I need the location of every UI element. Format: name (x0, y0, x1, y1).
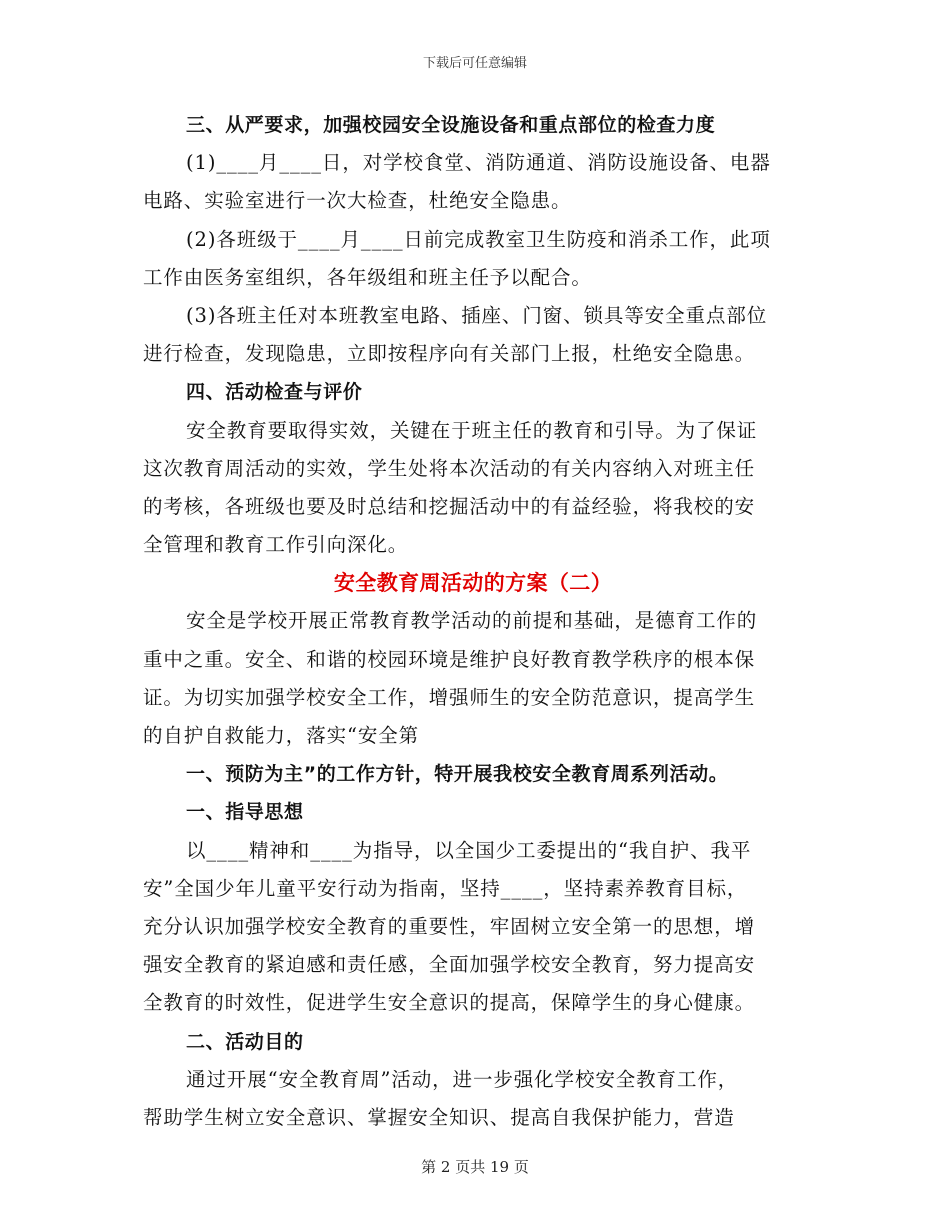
body-line: 全管理和教育工作引向深化。 (143, 533, 409, 557)
body-line: 这次教育周活动的实效，学生处将本次活动的有关内容纳入对班主任 (143, 456, 756, 480)
body-line: (2)各班级于____月____日前完成教室卫生防疫和消杀工作，此项 (186, 227, 771, 251)
body-line: 全教育的时效性，促进学生安全意识的提高，保障学生的身心健康。 (143, 991, 756, 1015)
body-line: 的考核，各班级也要及时总结和挖掘活动中的有益经验，将我校的安 (143, 494, 756, 518)
section-heading: 三、从严要求，加强校园安全设施设备和重点部位的检查力度 (186, 114, 716, 136)
document-body (143, 106, 803, 1137)
section-heading: 一、指导思想 (186, 801, 304, 824)
section-heading: 二、活动目的 (186, 1030, 304, 1053)
body-line: 电路、实验室进行一次大检查，杜绝安全隐患。 (143, 189, 572, 213)
body-line: 充分认识加强学校安全教育的重要性，牢固树立安全第一的思想，增 (143, 914, 756, 938)
body-line: (3)各班主任对本班教室电路、插座、门窗、锁具等安全重点部位 (186, 303, 768, 327)
section-title: 安全教育周活动的方案（二） (333, 571, 613, 596)
body-line: 通过开展“安全教育周”活动，进一步强化学校安全教育工作， (186, 1067, 739, 1091)
body-line: 工作由医务室组织，各年级组和班主任予以配合。 (143, 265, 592, 289)
page-footer: 第 2 页共 19 页 (421, 1158, 529, 1176)
body-line: 证。为切实加强学校安全工作，增强师生的安全防范意识，提高学生 (143, 685, 756, 709)
body-line: 安”全国少年儿童平安行动为指南，坚持____，坚持素养教育目标， (143, 876, 748, 900)
body-line: 以____精神和____为指导，以全国少工委提出的“我自护、我平 (186, 838, 752, 862)
section-heading: 四、活动检查与评价 (186, 381, 363, 404)
page-header: 下载后可任意编辑 (422, 56, 527, 71)
body-line: 安全是学校开展正常教育教学活动的前提和基础，是德育工作的 (186, 609, 758, 633)
body-line: 安全教育要取得实效，关键在于班主任的教育和引导。为了保证 (186, 418, 758, 442)
body-line: 进行检查，发现隐患，立即按程序向有关部门上报，杜绝安全隐患。 (143, 342, 756, 366)
section-heading: 一、预防为主”的工作方针，特开展我校安全教育周系列活动。 (186, 763, 729, 786)
body-line: 的自护自救能力，落实“安全第 (143, 724, 420, 747)
body-line: 重中之重。安全、和谐的校园环境是维护良好教育教学秩序的根本保 (143, 647, 756, 671)
body-line: (1)____月____日，对学校食堂、消防通道、消防设施设备、电器 (186, 151, 771, 175)
body-line: 帮助学生树立安全意识、掌握安全知识、提高自我保护能力，营造 (143, 1105, 735, 1129)
body-line: 强安全教育的紧迫感和责任感，全面加强学校安全教育，努力提高安 (143, 953, 756, 977)
